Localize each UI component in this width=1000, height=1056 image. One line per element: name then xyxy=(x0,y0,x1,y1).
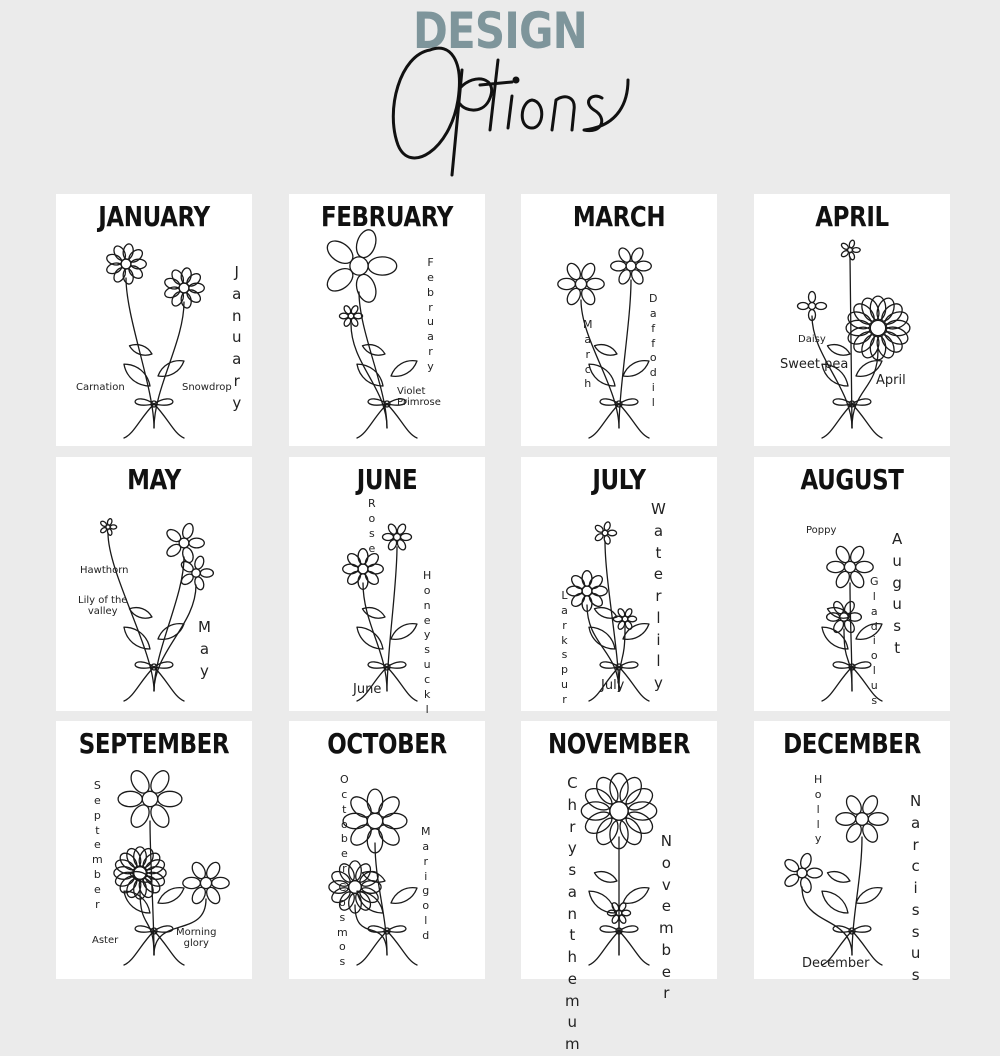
flower-illustration xyxy=(754,236,950,442)
flower-label: June xyxy=(353,682,382,697)
flower-label: Daisy xyxy=(798,334,826,345)
design-card-august[interactable] xyxy=(754,457,950,711)
design-card-october[interactable] xyxy=(289,721,485,979)
card-month-title: NOVEMBER xyxy=(547,727,691,760)
flower-label: Carnation xyxy=(76,382,125,393)
flower-label: Lily of the valley xyxy=(78,595,128,617)
flower-label: R o s e xyxy=(368,497,376,555)
card-month-title: AUGUST xyxy=(800,463,904,496)
flower-label: J a n u a r y xyxy=(232,263,242,412)
flower-label: H o l l y xyxy=(814,773,823,846)
flower-label: July xyxy=(601,678,625,693)
design-card-november[interactable] xyxy=(521,721,717,1053)
design-card-april[interactable] xyxy=(754,194,950,446)
design-card-march[interactable] xyxy=(521,194,717,446)
design-card-february[interactable] xyxy=(289,194,485,446)
card-month-title: JULY xyxy=(592,463,646,496)
card-month-title: DECEMBER xyxy=(783,727,921,760)
options-script-heading xyxy=(380,30,640,180)
flower-label: H o n e y s u c k l xyxy=(423,569,432,716)
design-card-december[interactable] xyxy=(754,721,950,984)
flower-illustration xyxy=(289,763,485,969)
flower-label: F e b r u a r y xyxy=(427,256,434,373)
flower-label: N a r c i s s u s xyxy=(910,792,922,984)
flower-illustration xyxy=(521,236,717,442)
flower-label: C o s m o s xyxy=(337,881,348,969)
card-month-title: JANUARY xyxy=(98,200,210,233)
card-month-title: MAY xyxy=(127,463,181,496)
flower-label: April xyxy=(876,373,906,388)
flower-label: December xyxy=(802,956,870,971)
design-card-july[interactable] xyxy=(521,457,717,711)
flower-label: D a f f o d i l xyxy=(649,292,658,409)
svg-text:Options: Options xyxy=(380,30,384,31)
flower-label: Morning glory xyxy=(176,927,217,949)
flower-illustration xyxy=(56,236,252,442)
flower-illustration xyxy=(754,499,950,705)
flower-label: C h r y s a n t h e m u m xyxy=(565,774,580,1053)
flower-label: M a r c h xyxy=(583,318,593,391)
card-month-title: APRIL xyxy=(815,200,889,233)
card-month-title: OCTOBER xyxy=(327,727,447,760)
flower-label: L a r k s p u r xyxy=(561,589,568,706)
flower-label: Hawthorn xyxy=(80,565,129,576)
flower-label: Poppy xyxy=(806,525,837,536)
flower-illustration xyxy=(521,499,717,705)
flower-label: A u g u s t xyxy=(892,530,903,657)
flower-illustration xyxy=(289,236,485,442)
design-card-september[interactable] xyxy=(56,721,252,979)
flower-label: N o v e m b e r xyxy=(659,832,674,1003)
flower-illustration xyxy=(56,763,252,969)
card-month-title: JUNE xyxy=(356,463,418,496)
flower-label: M a r i g o l d xyxy=(421,825,431,942)
flower-label: S e p t e m b e r xyxy=(92,779,103,911)
card-month-title: SEPTEMBER xyxy=(78,727,230,760)
flower-label: M a y xyxy=(198,618,211,680)
card-month-title: MARCH xyxy=(572,200,666,233)
flower-label: Aster xyxy=(92,935,119,946)
flower-label: W a t e r l i l y xyxy=(651,500,666,692)
design-card-june[interactable] xyxy=(289,457,485,716)
flower-label: Snowdrop xyxy=(182,382,232,393)
flower-label: Violet Primrose xyxy=(397,386,441,408)
design-card-may[interactable] xyxy=(56,457,252,711)
flower-label: G l a d i o l u s xyxy=(870,575,879,707)
card-month-title: FEBRUARY xyxy=(320,200,454,233)
flower-label: Sweet pea xyxy=(780,357,849,372)
flower-illustration xyxy=(521,763,717,969)
design-heading: DESIGN xyxy=(412,2,588,60)
flower-label: O c t o b e r xyxy=(340,773,349,876)
flower-illustration xyxy=(289,499,485,705)
design-card-january[interactable] xyxy=(56,194,252,446)
